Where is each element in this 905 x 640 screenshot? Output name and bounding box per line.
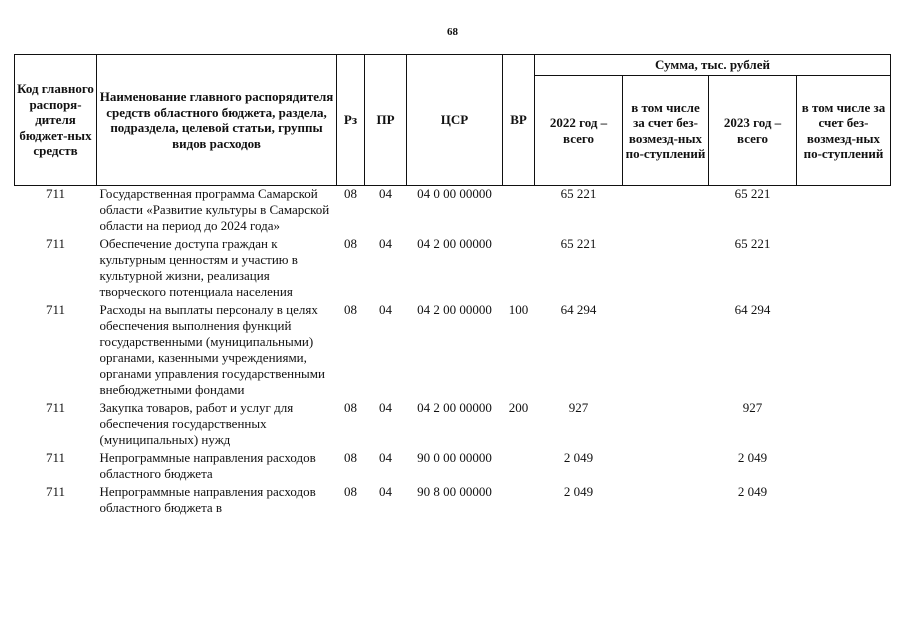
col-rz-header: Рз <box>337 55 365 186</box>
cell-rz: 08 <box>344 484 357 499</box>
cell-name: Закупка товаров, работ и услуг для обеспечения государственных (муниципальных) нужд <box>99 400 294 447</box>
cell-vr <box>503 450 535 484</box>
cell-rz: 08 <box>344 450 357 465</box>
cell-2022-total: 65 221 <box>560 186 597 201</box>
cell-2023-total: 64 294 <box>734 302 771 317</box>
col-vr-header: ВР <box>503 55 535 186</box>
cell-2022-total: 927 <box>568 400 589 415</box>
cell-2023-free <box>797 236 891 302</box>
cell-2022-free <box>623 450 709 484</box>
cell-rz: 08 <box>344 400 357 415</box>
cell-rz: 08 <box>344 302 357 317</box>
cell-name: Государственная программа Самарской области «Развитие культуры в Самарской области на период до 2024 года» <box>99 186 330 233</box>
cell-2022-total: 65 221 <box>560 236 597 251</box>
cell-code: 711 <box>45 186 66 201</box>
cell-name: Непрограммные направления расходов областного бюджета в <box>99 484 316 515</box>
cell-name: Непрограммные направления расходов областного бюджета <box>99 450 316 481</box>
cell-vr <box>503 484 535 518</box>
cell-2022-total: 64 294 <box>560 302 597 317</box>
cell-vr <box>503 236 535 302</box>
cell-pr: 04 <box>379 400 392 415</box>
cell-vr: 200 <box>508 400 529 415</box>
cell-2022-free <box>623 484 709 518</box>
col-code-header: Код главного распоря-дителя бюджет-ных средств <box>15 55 97 186</box>
cell-2022-total: 2 049 <box>563 450 594 465</box>
col-pr-header: ПР <box>365 55 407 186</box>
table-row <box>15 400 891 450</box>
cell-rz: 08 <box>344 186 357 201</box>
cell-csr: 04 2 00 00000 <box>417 236 492 251</box>
col-2023-free-header: в том числе за счет без-возмезд-ных по-ступлений <box>797 76 891 186</box>
cell-csr: 90 8 00 00000 <box>417 484 492 499</box>
cell-pr: 04 <box>379 450 392 465</box>
table-row <box>15 236 891 302</box>
cell-2023-free <box>797 450 891 484</box>
cell-code: 711 <box>45 400 66 415</box>
cell-vr: 100 <box>508 302 529 317</box>
col-2022-free-header: в том числе за счет без-возмезд-ных по-ступлений <box>623 76 709 186</box>
col-2022-header: 2022 год – всего <box>535 76 623 186</box>
cell-2023-free <box>797 400 891 450</box>
page-number: 68 <box>447 26 458 38</box>
cell-rz: 08 <box>344 236 357 251</box>
cell-vr <box>503 186 535 237</box>
table-body <box>15 186 891 519</box>
cell-2022-free <box>623 400 709 450</box>
col-sum-header: Сумма, тыс. рублей <box>535 55 891 76</box>
cell-pr: 04 <box>379 236 392 251</box>
budget-table <box>14 54 891 518</box>
cell-name: Обеспечение доступа граждан к культурным ценностям и участию в культурной жизни, реализация творческого потенциала населения <box>99 236 298 299</box>
table-row <box>15 450 891 484</box>
cell-2023-total: 2 049 <box>737 484 768 499</box>
cell-pr: 04 <box>379 484 392 499</box>
cell-2022-free <box>623 186 709 237</box>
cell-2023-free <box>797 484 891 518</box>
cell-2022-total: 2 049 <box>563 484 594 499</box>
cell-2022-free <box>623 302 709 400</box>
table-header <box>15 55 891 186</box>
cell-code: 711 <box>45 236 66 251</box>
table-row <box>15 186 891 237</box>
table-row <box>15 484 891 518</box>
cell-csr: 04 0 00 00000 <box>417 186 492 201</box>
cell-2023-total: 65 221 <box>734 236 771 251</box>
table-row <box>15 302 891 400</box>
cell-name: Расходы на выплаты персоналу в целях обеспечения выполнения функций государственными (муниципальными) органами, казенными учреждениями, органами управления государственными внебюджетными фондами <box>99 302 325 397</box>
cell-pr: 04 <box>379 302 392 317</box>
col-csr-header: ЦСР <box>407 55 503 186</box>
cell-csr: 90 0 00 00000 <box>417 450 492 465</box>
cell-pr: 04 <box>379 186 392 201</box>
cell-2022-free <box>623 236 709 302</box>
cell-2023-free <box>797 302 891 400</box>
col-name-header: Наименование главного распорядителя средств областного бюджета, раздела, подраздела, целевой статьи, группы видов расходов <box>97 55 337 186</box>
col-2023-header: 2023 год – всего <box>709 76 797 186</box>
cell-code: 711 <box>45 302 66 317</box>
cell-code: 711 <box>45 484 66 499</box>
cell-2023-total: 927 <box>742 400 763 415</box>
cell-csr: 04 2 00 00000 <box>417 400 492 415</box>
cell-2023-total: 2 049 <box>737 450 768 465</box>
cell-code: 711 <box>45 450 66 465</box>
cell-2023-total: 65 221 <box>734 186 771 201</box>
cell-2023-free <box>797 186 891 237</box>
cell-csr: 04 2 00 00000 <box>417 302 492 317</box>
